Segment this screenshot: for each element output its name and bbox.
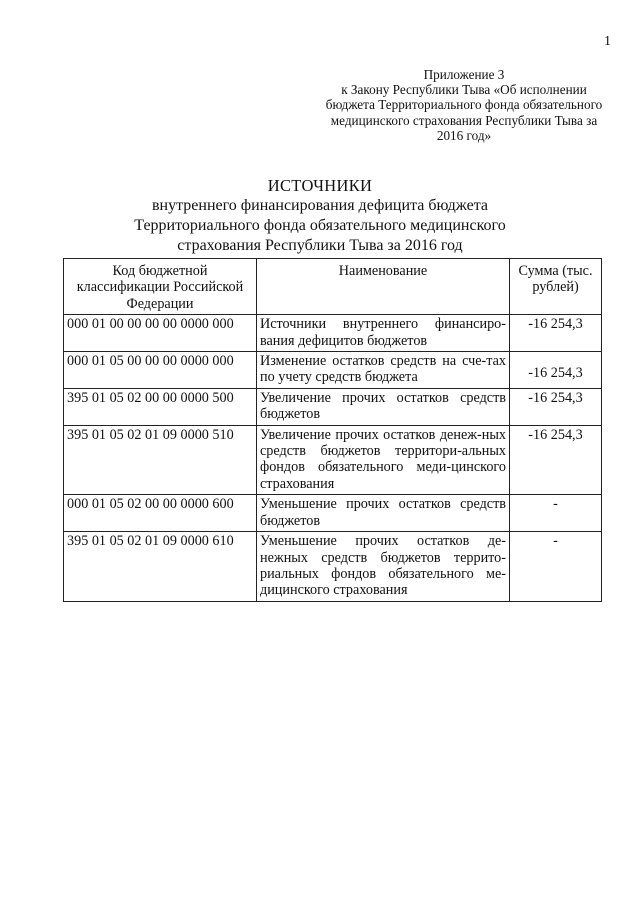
appendix-line: 2016 год» (436, 127, 492, 143)
row-code: 000 01 00 00 00 00 0000 000 (64, 315, 257, 352)
row-code: 395 01 05 02 01 09 0000 510 (64, 425, 257, 495)
row-sum: -16 254,3 (510, 315, 602, 352)
table-row (64, 495, 602, 532)
row-sum: -16 254,3 (510, 425, 602, 495)
table-row (64, 315, 602, 352)
appendix-line: к Закону Республики Тыва «Об исполнении (341, 82, 587, 98)
row-sum (510, 352, 602, 389)
appendix-line: медицинского страхования Республики Тыва за (330, 112, 598, 128)
appendix-line: бюджета Территориального фонда обязательного (325, 97, 603, 113)
appendix-note (314, 67, 614, 143)
title-line: внутреннего финансирования дефицита бюджета (152, 197, 488, 214)
row-code: 395 01 05 02 01 09 0000 610 (64, 532, 257, 602)
sources-table (63, 258, 602, 602)
row-name: Уменьшение прочих остатков де-нежных средств бюджетов террито-риальных фондов обязательного ме-дицинского страхования (257, 532, 510, 602)
row-name: Уменьшение прочих остатков средств бюджетов (257, 495, 510, 532)
row-code: 395 01 05 02 00 00 0000 500 (64, 388, 257, 425)
row-name: Источники внутреннего финансиро-вания дефицитов бюджетов (257, 315, 510, 352)
appendix-line: Приложение 3 (423, 67, 505, 82)
table-row (64, 388, 602, 425)
header-name: Наименование (257, 259, 510, 315)
document-title (60, 176, 580, 256)
table-row (64, 352, 602, 389)
table-row (64, 532, 602, 602)
row-code: 000 01 05 00 00 00 0000 000 (64, 352, 257, 389)
header-code: Код бюджетной классификации Российской Федерации (64, 259, 257, 315)
row-sum: -16 254,3 (510, 388, 602, 425)
row-name: Увеличение прочих остатков средств бюджетов (257, 388, 510, 425)
title-line: страхования Республики Тыва за 2016 год (177, 237, 463, 254)
header-sum: Сумма (тыс. рублей) (510, 259, 602, 315)
row-sum-value: -16 254,3 (528, 365, 583, 382)
row-sum: - (510, 532, 602, 602)
page-number: 1 (604, 34, 611, 49)
title-line: Территориального фонда обязательного медицинского (134, 217, 506, 234)
table-row (64, 425, 602, 495)
table-header-row (64, 259, 602, 315)
title-main: ИСТОЧНИКИ (267, 176, 373, 195)
row-name: Увеличение прочих остатков денеж-ных средств бюджетов территори-альных фондов обязательного меди-цинского страхования (257, 425, 510, 495)
row-name: Изменение остатков средств на сче-тах по учету средств бюджета (257, 352, 510, 389)
row-sum: - (510, 495, 602, 532)
row-code: 000 01 05 02 00 00 0000 600 (64, 495, 257, 532)
